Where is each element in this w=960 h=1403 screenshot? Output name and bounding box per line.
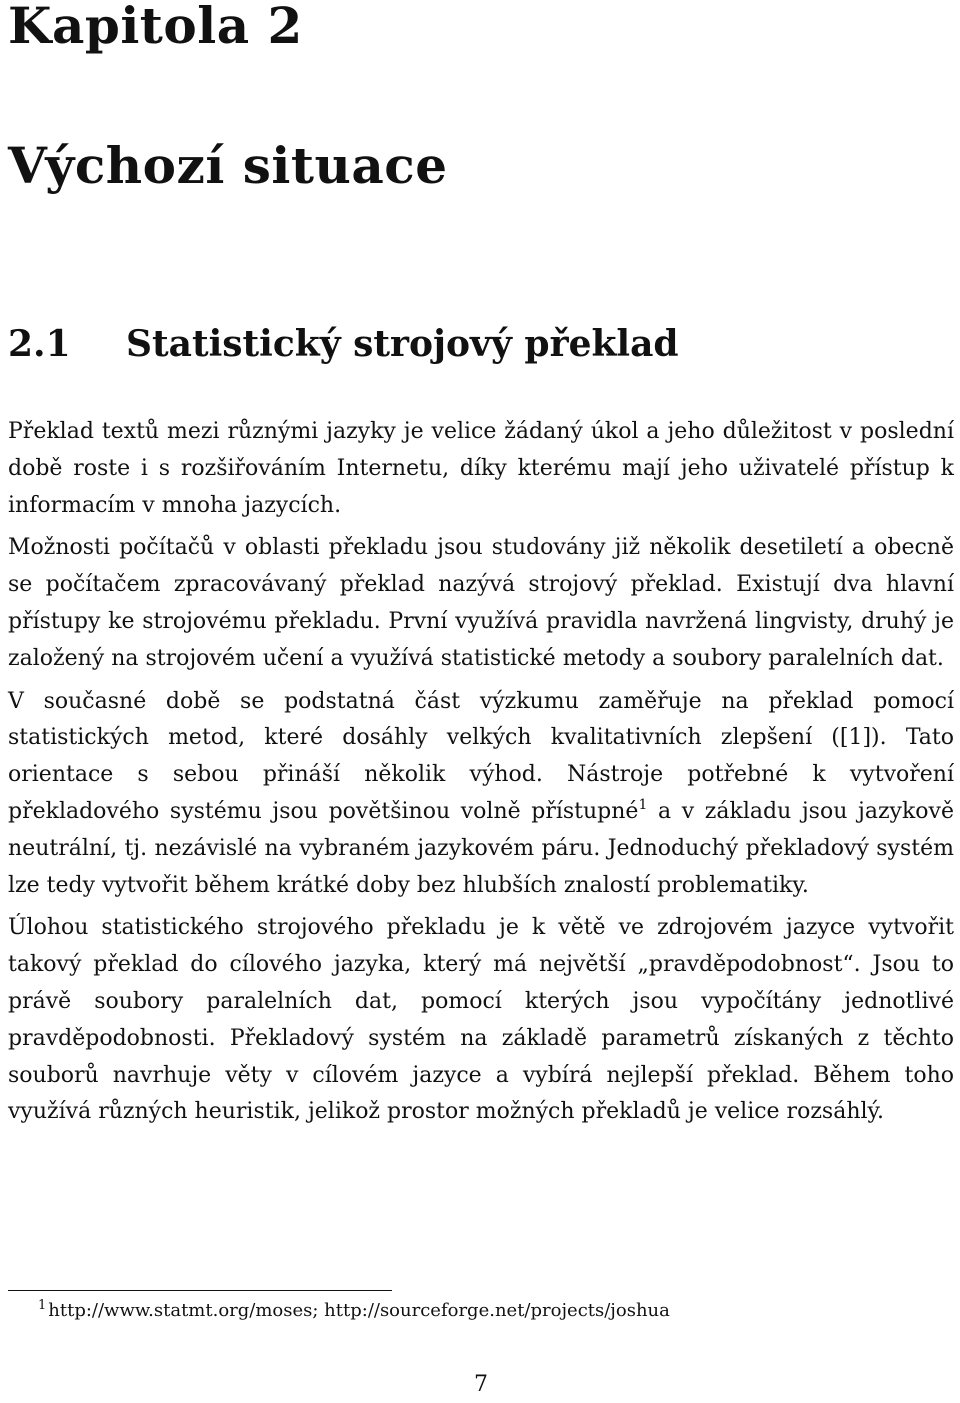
section-heading xyxy=(8,322,679,366)
chapter-title: Výchozí situace xyxy=(8,136,448,195)
document-page xyxy=(8,0,954,1403)
footnote-mark: 1 xyxy=(38,1298,47,1313)
paragraph-1: Překlad textů mezi různými jazyky je velice žádaný úkol a jeho důležitost v poslední době roste i s rozšiřováním Internetu, díky kterému mají jeho uživatelé přístup k informacím v mnoha jazycích. xyxy=(8,419,954,518)
footnote xyxy=(8,1296,670,1326)
section-title: Statistický strojový překlad xyxy=(126,323,679,365)
paragraph-2: Možnosti počítačů v oblasti překladu jsou studovány již několik desetiletí a obecně se počítačem zpracovávaný překlad nazývá strojový překlad. Existují dva hlavní přístupy ke strojovému překladu. První využívá pravidla navržená lingvisty, druhý je založený na strojovém učení a využívá statistické metody a soubory paralelních dat. xyxy=(8,535,954,671)
footnote-divider xyxy=(8,1290,392,1291)
body-text xyxy=(8,414,954,1137)
paragraph-3 xyxy=(8,684,954,905)
footnote-text[interactable]: http://www.statmt.org/moses; http://sourceforge.net/projects/joshua xyxy=(48,1300,670,1321)
paragraph-4: Úlohou statistického strojového překladu je k větě ve zdrojovém jazyce vytvořit takový překlad do cílového jazyka, který má největší „pravděpodobnost“. Jsou to právě soubory paralelních dat, pomocí kterých jsou vypočítány jednotlivé pravděpodobnosti. Překladový systém na základě parametrů získaných z těchto souborů navrhuje věty v cílovém jazyce a vybírá nejlepší překlad. Během toho využívá různých heuristik, jelikož prostor možných překladů je velice rozsáhlý. xyxy=(8,915,954,1125)
footnote-reference[interactable]: 1 xyxy=(638,796,648,813)
chapter-label: Kapitola 2 xyxy=(8,0,303,55)
section-number: 2.1 xyxy=(8,323,71,365)
page-number: 7 xyxy=(474,1372,488,1397)
paragraph-3-part-2: a v základu jsou jazykově neutrální, tj. nezávislé na vybraném jazykovém páru. Jednoduchý překladový systém lze tedy vytvořit během krátké doby bez hlubších znalostí problematiky. xyxy=(8,798,954,898)
paragraph-3-part-1: V současné době se podstatná část výzkumu zaměřuje na překlad pomocí statistických metod, které dosáhly velkých kvalitativních zlepšení ([1]). Tato orientace s sebou přináší několik výhod. Nástroje potřebné k vytvoření překladového systému jsou povětšinou volně přístupné xyxy=(8,688,954,824)
